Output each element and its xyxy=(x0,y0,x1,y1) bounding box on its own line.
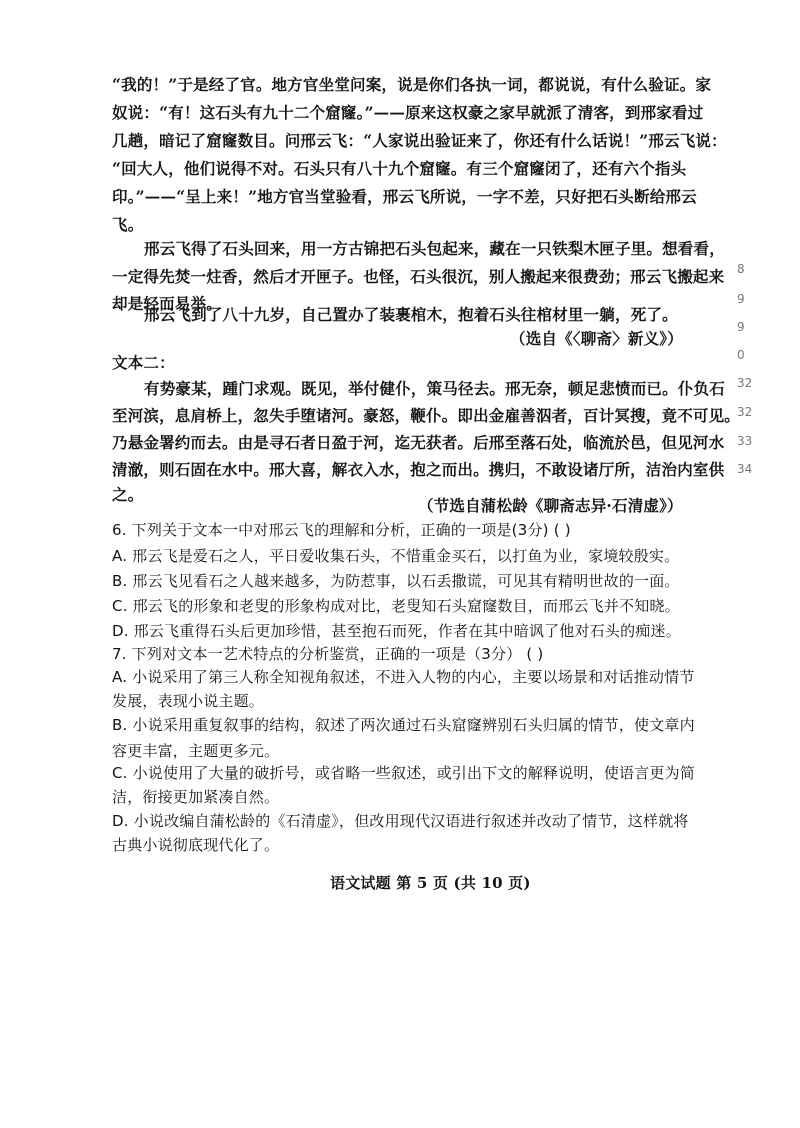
question-7-option-b-cont: 容更丰富，主题更多元。 xyxy=(112,742,280,760)
question-7-option-c-cont: 洁，衔接更加紧凑自然。 xyxy=(112,788,280,806)
text2-source: （节选自蒲松龄《聊斋志异·石清虚》） xyxy=(418,496,683,515)
text1-line: 印。”——“呈上来！”地方官当堂验看，邢云飞所说，一字不差，只好把石头断给邢云 xyxy=(112,187,697,206)
text2-line: 有势豪某，踵门求观。既见，举付健仆，策马径去。邢无奈，顿足悲愤而已。仆负石 xyxy=(144,379,725,398)
text1-para2-line: 一定得先焚一炷香，然后才开匣子。也怪，石头很沉，别人搬起来很费劲；邢云飞搬起来 xyxy=(112,267,725,286)
text2-line: 清澈，则石固在水中。邢大喜，解衣入水，抱之而出。携归，不敢设诸厅所，洁治内室供 xyxy=(112,460,725,479)
margin-number: 9 xyxy=(737,292,745,306)
page-footer: 语文试题 第 5 页 (共 10 页) xyxy=(330,874,531,892)
text1-para3: 邢云飞到了八十九岁，自己置办了装裹棺木，抱着石头往棺材里一躺，死了。 xyxy=(144,305,678,324)
margin-number: 33 xyxy=(737,434,753,448)
question-6-stem: 6. 下列关于文本一中对邢云飞的理解和分析，正确的一项是(3分) ( ) xyxy=(112,521,571,539)
text1-line: “我的！”于是经了官。地方官坐堂问案，说是你们各执一词，都说说，有什么验证。家 xyxy=(112,75,712,94)
question-7-option-d-cont: 古典小说彻底现代化了。 xyxy=(112,836,280,854)
question-6-option-c: C. 邢云飞的形象和老叟的形象构成对比，老叟知石头窟窿数目，而邢云飞并不知晓。 xyxy=(112,597,680,615)
margin-number: 9 xyxy=(737,320,745,334)
margin-number: 32 xyxy=(737,405,753,419)
text2-line: 至河滨，息肩桥上，忽失手堕诸河。豪怒，鞭仆。即出金雇善泅者，百计冥搜，竟不可见。 xyxy=(112,406,741,425)
margin-number: 0 xyxy=(737,348,745,362)
text1-source: （选自《〈聊斋〉新义》） xyxy=(510,329,683,348)
question-7-option-b: B. 小说采用重复叙事的结构，叙述了两次通过石头窟窿辨别石头归属的情节，使文章内 xyxy=(112,716,695,734)
margin-number: 32 xyxy=(737,376,753,390)
text1-line: “回大人，他们说得不对。石头只有八十九个窟窿。有三个窟窿闭了，还有六个指头 xyxy=(112,159,687,178)
question-6-option-d: D. 邢云飞重得石头后更加珍惜，甚至抱石而死，作者在其中暗讽了他对石头的痴迷。 xyxy=(112,622,681,640)
question-7-stem: 7. 下列对文本一艺术特点的分析鉴赏，正确的一项是（3分） ( ) xyxy=(112,645,544,663)
question-7-option-c: C. 小说使用了大量的破折号，或省略一些叙述，或引出下文的解释说明，使语言更为简 xyxy=(112,764,696,782)
margin-number: 34 xyxy=(737,462,753,476)
question-7-option-a-cont: 发展，表现小说主题。 xyxy=(112,692,265,710)
text1-para2-line: 邢云飞得了石头回来，用一方古锦把石头包起来，藏在一只铁梨木匣子里。想看看， xyxy=(144,239,725,258)
text1-para2-line: 却是轻而易举。 xyxy=(112,294,222,313)
text2-line: 乃悬金署约而去。由是寻石者日盈于河，迄无获者。后邢至落石处，临流於邑，但见河水 xyxy=(112,433,725,452)
text1-line: 奴说：“有！这石头有九十二个窟窿。”——原来这权豪之家早就派了清客，到邢家看过 xyxy=(112,103,704,122)
margin-number: 8 xyxy=(737,262,745,276)
text1-line: 几趟，暗记了窟窿数目。问邢云飞：“人家说出验证来了，你还有什么话说！”邢云飞说： xyxy=(112,131,727,150)
question-6-option-a: A. 邢云飞是爱石之人，平日爱收集石头，不惜重金买石，以打鱼为业，家境较殷实。 xyxy=(112,547,680,565)
question-6-option-b: B. 邢云飞见看石之人越来越多，为防惹事，以石丢撒谎，可见其有精明世故的一面。 xyxy=(112,572,680,590)
text2-line: 之。 xyxy=(112,485,144,504)
question-7-option-d: D. 小说改编自蒲松龄的《石清虚》，但改用现代汉语进行叙述并改动了情节，这样就将 xyxy=(112,812,689,830)
text1-line: 飞。 xyxy=(112,215,144,234)
question-7-option-a: A. 小说采用了第三人称全知视角叙述，不进入人物的内心，主要以场景和对话推动情节 xyxy=(112,668,695,686)
text2-title: 文本二： xyxy=(112,353,175,372)
